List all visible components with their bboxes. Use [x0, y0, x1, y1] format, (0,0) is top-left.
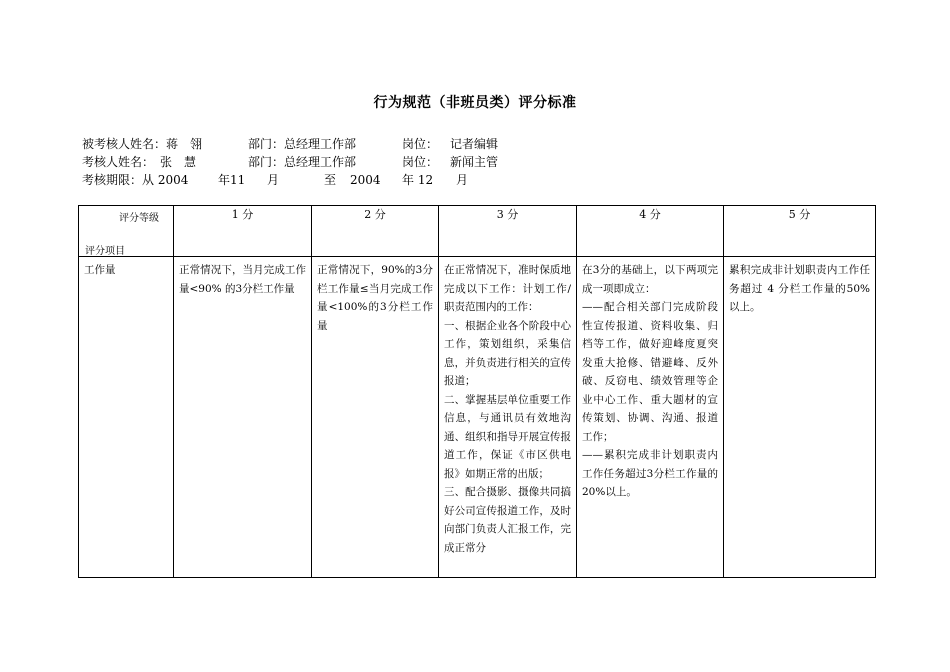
row-item-label: 工作量 [84, 264, 116, 276]
criteria-cell-4 [577, 257, 724, 578]
assessor-position-label: 岗位： [402, 155, 439, 169]
score-header-1: 1 分 [174, 206, 312, 257]
period-start: 考核期限：从 2004 [82, 173, 189, 187]
criteria-text-2: 正常情况下，90%的3分栏工作量≤当月完成工作量<100%的3分栏工作量 [317, 264, 433, 332]
criteria-cell-5 [724, 257, 876, 578]
assessee-name: 被考核人姓名：蒋 翎 [82, 137, 203, 151]
table-row [79, 257, 876, 578]
assessor-dept: 部门：总经理工作部 [248, 155, 357, 169]
assessee-position: 记者编辑 [450, 137, 499, 151]
criteria-cell-3 [439, 257, 577, 578]
score-header-2: 2 分 [312, 206, 439, 257]
period-start-day: 月 [267, 173, 280, 187]
corner-cell [79, 206, 174, 257]
criteria-text-5: 累积完成非计划职责内工作任务超过 4 分栏工作量的50%以上。 [729, 264, 870, 313]
criteria-cell-1 [174, 257, 312, 578]
table-header-row [79, 206, 876, 257]
score-header-4: 4 分 [577, 206, 724, 257]
assessor-name: 考核人姓名： 张 慧 [82, 155, 197, 169]
corner-score-item: 评分项目 [85, 246, 125, 257]
criteria-text-4: 在3分的基础上，以下两项完成一项即成立： ——配合相关部门完成阶段性宣传报道、资料收集、归档等工作，做好迎峰度夏突发重大抢修、错避峰、反外破、反窃电、绩效管理等企业中心工作、重大题材的宣传策划、协调、沟通、报道工作； ——累积完成非计划职责内工作任务超过3分栏工作量的20%以上。 [582, 264, 718, 498]
period-end-month: 年 12 [402, 173, 434, 187]
row-item-cell [79, 257, 174, 578]
score-header-3: 3 分 [439, 206, 577, 257]
period-end-day: 月 [456, 173, 469, 187]
criteria-text-1: 正常情况下，当月完成工作量<90% 的3分栏工作量 [179, 264, 306, 295]
assessee-position-label: 岗位： [402, 137, 439, 151]
score-header-5: 5 分 [724, 206, 876, 257]
assessee-dept: 部门：总经理工作部 [248, 137, 357, 151]
period-start-month: 年11 [218, 173, 246, 187]
corner-score-level: 评分等级 [119, 213, 159, 224]
assessor-position: 新闻主管 [450, 155, 499, 169]
criteria-cell-2 [312, 257, 439, 578]
page-title: 行为规范（非班员类）评分标准 [373, 95, 577, 111]
scoring-table [78, 205, 876, 578]
period-end-year: 2004 [350, 173, 381, 187]
period-to: 至 [324, 173, 337, 187]
criteria-text-3: 在正常情况下，准时保质地完成以下工作：计划工作/职责范围内的工作： 一、根据企业各个阶段中心工作，策划组织，采集信息，并负责进行相关的宣传报道； 二、掌握基层单位重要工作信息，与通讯员有效地沟通、组织和指导开展宣传报道工作，保证《市区供电报》如期正常的出版； 三、配合摄影、摄像共同搞好公司宣传报道工作，及时向部门负责人汇报工作，完成正常分 [444, 264, 571, 554]
